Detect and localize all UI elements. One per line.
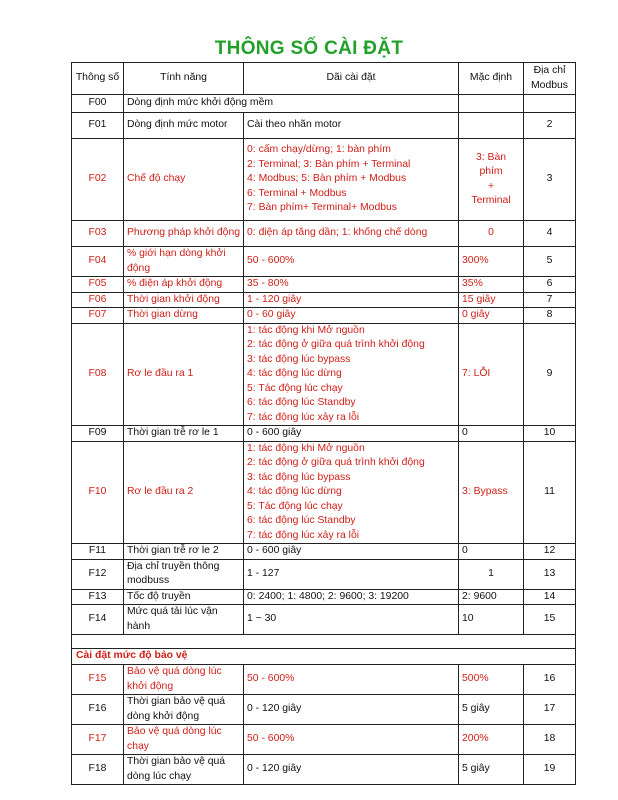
default-cell: 0 xyxy=(459,221,524,247)
address-cell: 16 xyxy=(524,665,576,695)
section-title: Cài đặt mức độ bảo vệ xyxy=(72,649,576,665)
address-cell: 15 xyxy=(524,605,576,635)
range-cell: 35 - 80% xyxy=(244,277,459,293)
default-cell: 35% xyxy=(459,277,524,293)
param-code: F15 xyxy=(72,665,124,695)
table-header-row xyxy=(72,63,576,95)
param-code: F18 xyxy=(72,755,124,785)
feature-cell: Bảo vệ quá dòng lúc chạy xyxy=(124,725,244,755)
table-row xyxy=(72,139,576,221)
table-row xyxy=(72,95,576,113)
address-cell: 12 xyxy=(524,544,576,560)
range-line: 7: tác động lúc xảy ra lỗi xyxy=(247,411,360,423)
feature-cell: Rơ le đầu ra 2 xyxy=(124,441,244,544)
default-cell: 15 giây xyxy=(459,292,524,308)
range-line: 4: tác động lúc dừng xyxy=(247,368,342,379)
default-cell xyxy=(459,139,524,221)
param-code: F06 xyxy=(72,292,124,308)
default-cell: 500% xyxy=(459,665,524,695)
header-range: Dãi cài đặt xyxy=(244,63,459,95)
param-code: F05 xyxy=(72,277,124,293)
feature-cell: Thời gian dừng xyxy=(124,308,244,324)
table-row xyxy=(72,441,576,544)
address-cell: 6 xyxy=(524,277,576,293)
range-cell: 0 - 120 giây xyxy=(244,695,459,725)
table-row xyxy=(72,589,576,605)
range-line: 1: tác động khi Mở nguồn xyxy=(247,442,365,454)
range-line: Terminal xyxy=(471,195,511,206)
address-cell: 10 xyxy=(524,426,576,442)
param-code: F00 xyxy=(72,95,124,113)
address-cell: 13 xyxy=(524,559,576,589)
feature-cell: Thời gian trễ rơ le 1 xyxy=(124,426,244,442)
range-line: 5: Tác động lúc chạy xyxy=(247,382,343,394)
address-cell: 11 xyxy=(524,441,576,544)
table-row xyxy=(72,755,576,785)
param-code: F12 xyxy=(72,559,124,589)
header-default: Mặc định xyxy=(459,63,524,95)
range-line: phím xyxy=(479,166,503,177)
address-cell: 8 xyxy=(524,308,576,324)
page-title: THÔNG SỐ CÀI ĐẶT xyxy=(214,38,404,59)
range-cell: 0 - 120 giây xyxy=(244,755,459,785)
address-cell: 14 xyxy=(524,589,576,605)
table-row xyxy=(72,221,576,247)
param-code: F04 xyxy=(72,247,124,277)
range-line: 1: tác động khi Mở nguồn xyxy=(247,324,365,336)
settings-table xyxy=(71,62,576,785)
range-cell: 0 - 600 giây xyxy=(244,426,459,442)
default-cell xyxy=(459,95,524,113)
feature-cell: Dòng định mức motor xyxy=(124,113,244,139)
range-cell: 1 - 127 xyxy=(244,559,459,589)
range-cell xyxy=(244,441,459,544)
header-address: Địa chỉ Modbus xyxy=(524,63,576,95)
range-line: 4: tác động lúc dừng xyxy=(247,486,342,497)
feature-cell: Thời gian bảo vệ quá dòng lúc chạy xyxy=(124,755,244,785)
range-line: 2: tác động ở giữa quá trình khởi động xyxy=(247,339,425,350)
range-cell: 0 - 600 giây xyxy=(244,544,459,560)
range-line: + xyxy=(487,180,495,192)
address-cell: 2 xyxy=(524,113,576,139)
param-code: F17 xyxy=(72,725,124,755)
range-line: 6: tác động lúc Standby xyxy=(247,397,356,408)
table-row xyxy=(72,695,576,725)
address-cell: 3 xyxy=(524,139,576,221)
default-cell: 10 xyxy=(459,605,524,635)
range-cell: Cài theo nhãn motor xyxy=(244,113,459,139)
table-row xyxy=(72,426,576,442)
param-code: F10 xyxy=(72,441,124,544)
address-cell: 18 xyxy=(524,725,576,755)
range-cell: 50 - 600% xyxy=(244,665,459,695)
table-row xyxy=(72,559,576,589)
param-code: F02 xyxy=(72,139,124,221)
range-cell xyxy=(244,139,459,221)
default-cell: 0 xyxy=(459,544,524,560)
default-cell: 0 giây xyxy=(459,308,524,324)
param-code: F13 xyxy=(72,589,124,605)
range-line: 5: Tác động lúc chạy xyxy=(247,500,343,512)
default-cell: 1 xyxy=(459,559,524,589)
param-code: F11 xyxy=(72,544,124,560)
range-line: 6: Terminal + Modbus xyxy=(247,187,347,199)
range-cell: 1 - 120 giây xyxy=(244,292,459,308)
range-line: 7: Bàn phím+ Terminal+ Modbus xyxy=(247,202,397,214)
range-cell: 0: điện áp tăng dần; 1: khống chế dòng xyxy=(244,221,459,247)
feature-cell: % giới hạn dòng khởi động xyxy=(124,247,244,277)
default-cell: 5 giây xyxy=(459,755,524,785)
param-code: F03 xyxy=(72,221,124,247)
address-cell xyxy=(524,95,576,113)
range-cell: 50 - 600% xyxy=(244,247,459,277)
feature-cell: Tốc độ truyền xyxy=(124,589,244,605)
feature-cell: Thời gian khởi động xyxy=(124,292,244,308)
range-cell: 0: 2400; 1: 4800; 2: 9600; 3: 19200 xyxy=(244,589,459,605)
param-code: F01 xyxy=(72,113,124,139)
default-cell: 0 xyxy=(459,426,524,442)
feature-cell: Bảo vệ quá dòng lúc khởi động xyxy=(124,665,244,695)
param-code: F16 xyxy=(72,695,124,725)
param-code: F08 xyxy=(72,323,124,426)
range-line: 3: tác động lúc bypass xyxy=(247,471,351,483)
table-row xyxy=(72,665,576,695)
table-row xyxy=(72,292,576,308)
header-feature: Tính năng xyxy=(124,63,244,95)
table-row xyxy=(72,323,576,426)
default-cell xyxy=(459,113,524,139)
feature-cell: Phương pháp khởi động xyxy=(124,221,244,247)
default-cell: 7: LỖI xyxy=(459,323,524,426)
address-cell: 17 xyxy=(524,695,576,725)
range-line: 6: tác động lúc Standby xyxy=(247,515,356,526)
table-row xyxy=(72,605,576,635)
feature-cell: Dòng định mức khởi động mềm xyxy=(124,95,459,113)
default-cell: 2: 9600 xyxy=(459,589,524,605)
param-code: F14 xyxy=(72,605,124,635)
default-cell: 3: Bypass xyxy=(459,441,524,544)
param-code: F07 xyxy=(72,308,124,324)
range-cell xyxy=(244,323,459,426)
address-cell: 9 xyxy=(524,323,576,426)
range-cell: 0 - 60 giây xyxy=(244,308,459,324)
table-row xyxy=(72,277,576,293)
table-row xyxy=(72,113,576,139)
range-cell: 50 - 600% xyxy=(244,725,459,755)
feature-cell: Địa chỉ truyền thông modbuss xyxy=(124,559,244,589)
feature-cell: Mức quá tải lúc vận hành xyxy=(124,605,244,635)
range-line: 2: Terminal; 3: Bàn phím + Terminal xyxy=(247,158,411,170)
range-line: 2: tác động ở giữa quá trình khởi động xyxy=(247,457,425,468)
range-line: 4: Modbus; 5: Bàn phím + Modbus xyxy=(247,173,407,185)
address-cell: 5 xyxy=(524,247,576,277)
default-cell: 5 giây xyxy=(459,695,524,725)
section-row xyxy=(72,649,576,665)
range-line: 3: Bàn xyxy=(475,151,507,163)
feature-cell: % điện áp khởi động xyxy=(124,277,244,293)
default-cell: 300% xyxy=(459,247,524,277)
range-line: 7: tác động lúc xảy ra lỗi xyxy=(247,529,360,541)
feature-cell: Rơ le đầu ra 1 xyxy=(124,323,244,426)
feature-cell: Chế độ chạy xyxy=(124,139,244,221)
range-line: 0: cấm chạy/dừng; 1: bàn phím xyxy=(247,144,391,156)
blank-row xyxy=(72,635,576,649)
feature-cell: Thời gian trễ rơ le 2 xyxy=(124,544,244,560)
address-cell: 19 xyxy=(524,755,576,785)
table-row xyxy=(72,544,576,560)
range-line: 3: tác động lúc bypass xyxy=(247,353,351,365)
blank-cell xyxy=(72,635,576,649)
param-code: F09 xyxy=(72,426,124,442)
address-cell: 4 xyxy=(524,221,576,247)
address-cell: 7 xyxy=(524,292,576,308)
table-row xyxy=(72,247,576,277)
table-row xyxy=(72,725,576,755)
range-cell: 1 ~ 30 xyxy=(244,605,459,635)
table-row xyxy=(72,308,576,324)
header-param: Thông số xyxy=(72,63,124,95)
feature-cell: Thời gian bảo vệ quá dòng khởi động xyxy=(124,695,244,725)
default-cell: 200% xyxy=(459,725,524,755)
